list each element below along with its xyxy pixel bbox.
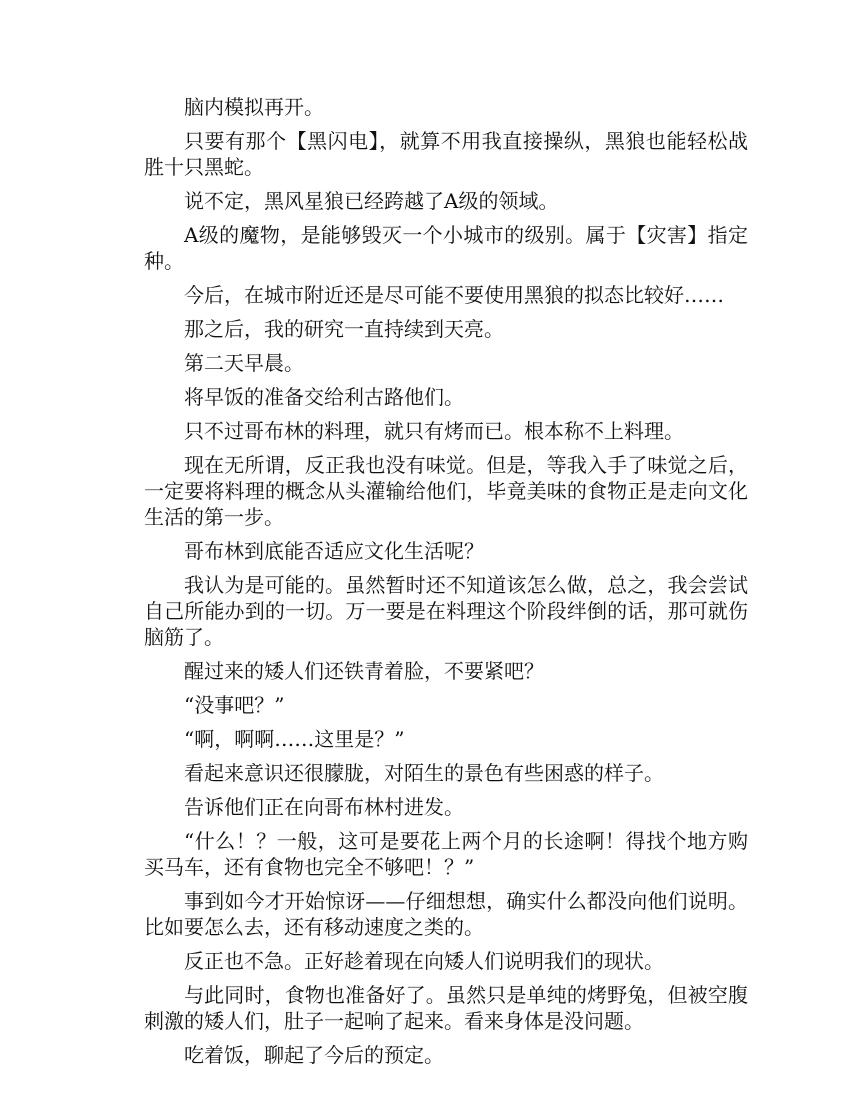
paragraph: 只不过哥布林的料理，就只有烤而已。根本称不上料理。 bbox=[184, 419, 684, 443]
paragraph: 反正也不急。正好趁着现在向矮人们说明我们的现状。 bbox=[184, 949, 664, 973]
paragraph: 那之后，我的研究一直持续到天亮。 bbox=[184, 317, 504, 341]
paragraph: “啊，啊啊……这里是？” bbox=[184, 727, 405, 751]
paragraph: 我认为是可能的。虽然暂时还不知道该怎么做，总之，我会尝试自己所能办到的一切。万一要是在料理这个阶段绊倒的话，那可就伤脑筋了。 bbox=[144, 573, 748, 649]
paragraph: 将早饭的准备交给利古路他们。 bbox=[184, 385, 464, 409]
paragraph: 告诉他们正在向哥布林村进发。 bbox=[184, 795, 464, 819]
paragraph: 吃着饭，聊起了今后的预定。 bbox=[184, 1043, 444, 1067]
paragraph: 脑内模拟再开。 bbox=[184, 95, 324, 119]
paragraph: A级的魔物，是能够毁灭一个小城市的级别。属于【灾害】指定种。 bbox=[144, 223, 748, 273]
paragraph: “什么！？一般，这可是要花上两个月的长途啊！得找个地方购买马车，还有食物也完全不够吧！？” bbox=[144, 829, 748, 879]
paragraph: 今后，在城市附近还是尽可能不要使用黑狼的拟态比较好…… bbox=[184, 283, 724, 307]
paragraph: 说不定，黑风星狼已经跨越了A级的领域。 bbox=[184, 189, 559, 213]
paragraph: 事到如今才开始惊讶——仔细想想，确实什么都没向他们说明。比如要怎么去，还有移动速度之类的。 bbox=[144, 889, 748, 939]
paragraph: 与此同时，食物也准备好了。虽然只是单纯的烤野兔，但被空腹刺激的矮人们，肚子一起响了起来。看来身体是没问题。 bbox=[144, 983, 748, 1033]
paragraph: 第二天早晨。 bbox=[184, 351, 304, 375]
paragraph: “没事吧？” bbox=[184, 693, 285, 717]
paragraph: 现在无所谓，反正我也没有味觉。但是，等我入手了味觉之后，一定要将料理的概念从头灌输给他们，毕竟美味的食物正是走向文化生活的第一步。 bbox=[144, 453, 748, 529]
paragraph: 哥布林到底能否适应文化生活呢？ bbox=[184, 539, 484, 563]
paragraph: 只要有那个【黑闪电】，就算不用我直接操纵，黑狼也能轻松战胜十只黑蛇。 bbox=[144, 129, 748, 179]
document-page bbox=[144, 94, 748, 1076]
paragraph: 看起来意识还很朦胧，对陌生的景色有些困惑的样子。 bbox=[184, 761, 664, 785]
paragraph: 醒过来的矮人们还铁青着脸，不要紧吧？ bbox=[184, 659, 544, 683]
